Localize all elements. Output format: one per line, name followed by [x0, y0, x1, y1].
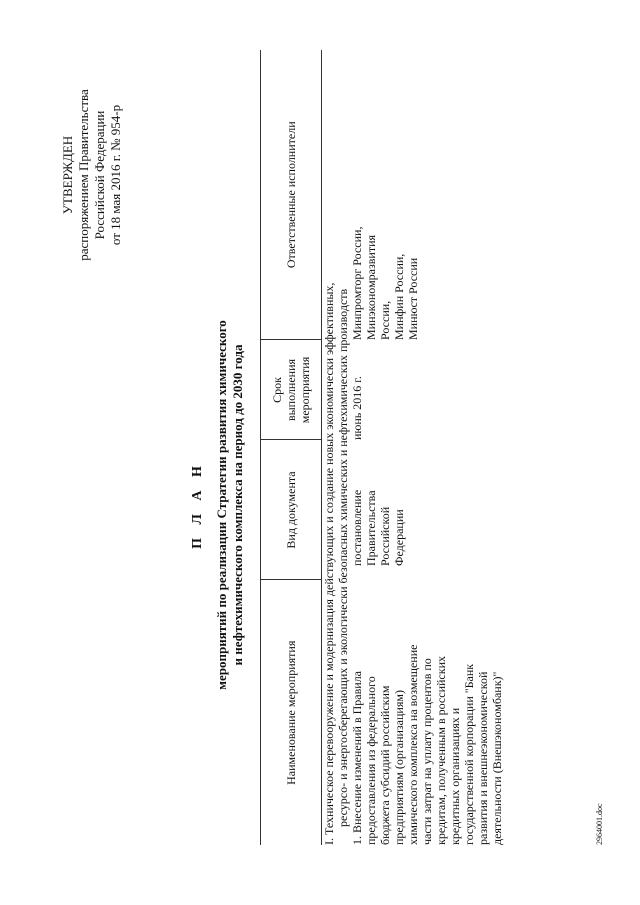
cell-line: Минэкономразвития [364, 234, 378, 340]
approval-block [60, 25, 124, 325]
section-heading-line: ресурсо- и энергосберегающих и экологически безопасных химических и нефтехимических производств [336, 288, 350, 827]
cell-line: химического комплекса на возмещение [406, 644, 420, 845]
table-row [350, 50, 504, 845]
table-header-row [261, 50, 322, 845]
document-file-code: 2964001.doc [595, 803, 604, 845]
approval-by-order: распоряжением Правительства [76, 89, 91, 261]
approval-government: Российской Федерации [92, 110, 107, 240]
header-executors: Ответственные исполнители [261, 50, 322, 340]
header-doc-type: Вид документа [261, 440, 322, 580]
row-doc-type [350, 440, 504, 580]
plan-subtitle-line: и нефтехимического комплекса на период до 2030 года [230, 344, 245, 666]
cell-line: Российской [378, 506, 392, 566]
plan-table [260, 50, 504, 845]
row-deadline [350, 340, 504, 440]
header-deadline-line: мероприятия [298, 356, 312, 424]
cell-line: 1. Внесение изменений в Правила [350, 670, 364, 845]
cell-line: части затрат на уплату процентов по [420, 658, 434, 845]
cell-line: июнь 2016 г. [350, 376, 364, 440]
header-deadline-line: выполнения [284, 358, 298, 422]
section-heading [322, 50, 351, 845]
cell-line: кредитных организациях и [448, 707, 462, 845]
cell-line: развития и внешнеэкономической [476, 671, 490, 845]
cell-line: России, [378, 300, 392, 340]
cell-line: бюджета субсидий российским [378, 685, 392, 845]
approval-approved: УТВЕРЖДЕН [60, 135, 75, 215]
cell-line: предоставления из федерального [364, 676, 378, 845]
cell-line: Минфин России, [392, 253, 406, 340]
approval-date-number: от 18 мая 2016 г. № 954-р [108, 104, 123, 246]
plan-title: П Л А Н [190, 461, 205, 549]
section-heading-line: I. Техническое перевооружение и модернизация действующих и создание новых экономически эффективных, [322, 282, 336, 845]
header-deadline-line: Срок [270, 377, 284, 403]
row-executors [350, 50, 504, 340]
cell-line: кредитам, полученным в российских [434, 656, 448, 845]
cell-line: Федерации [392, 509, 406, 566]
cell-line: постановление [350, 489, 364, 566]
cell-line: деятельности (Внешэкономбанк)" [490, 671, 504, 845]
cell-line: государственной корпорации "Банк [462, 663, 476, 845]
header-deadline [261, 340, 322, 440]
plan-heading [190, 225, 246, 785]
cell-line: Правительства [364, 490, 378, 566]
plan-subtitle-line: мероприятий по реализации Стратегии развития химического [214, 320, 229, 690]
header-name: Наименование мероприятия [261, 580, 322, 845]
cell-line: Минюст России [406, 257, 420, 340]
plan-subtitle [214, 225, 246, 785]
cell-line: предприятиям (организациям) [392, 690, 406, 845]
section-row [322, 50, 351, 845]
row-measure-name [350, 580, 504, 845]
cell-line: Минпромторг России, [350, 226, 364, 340]
